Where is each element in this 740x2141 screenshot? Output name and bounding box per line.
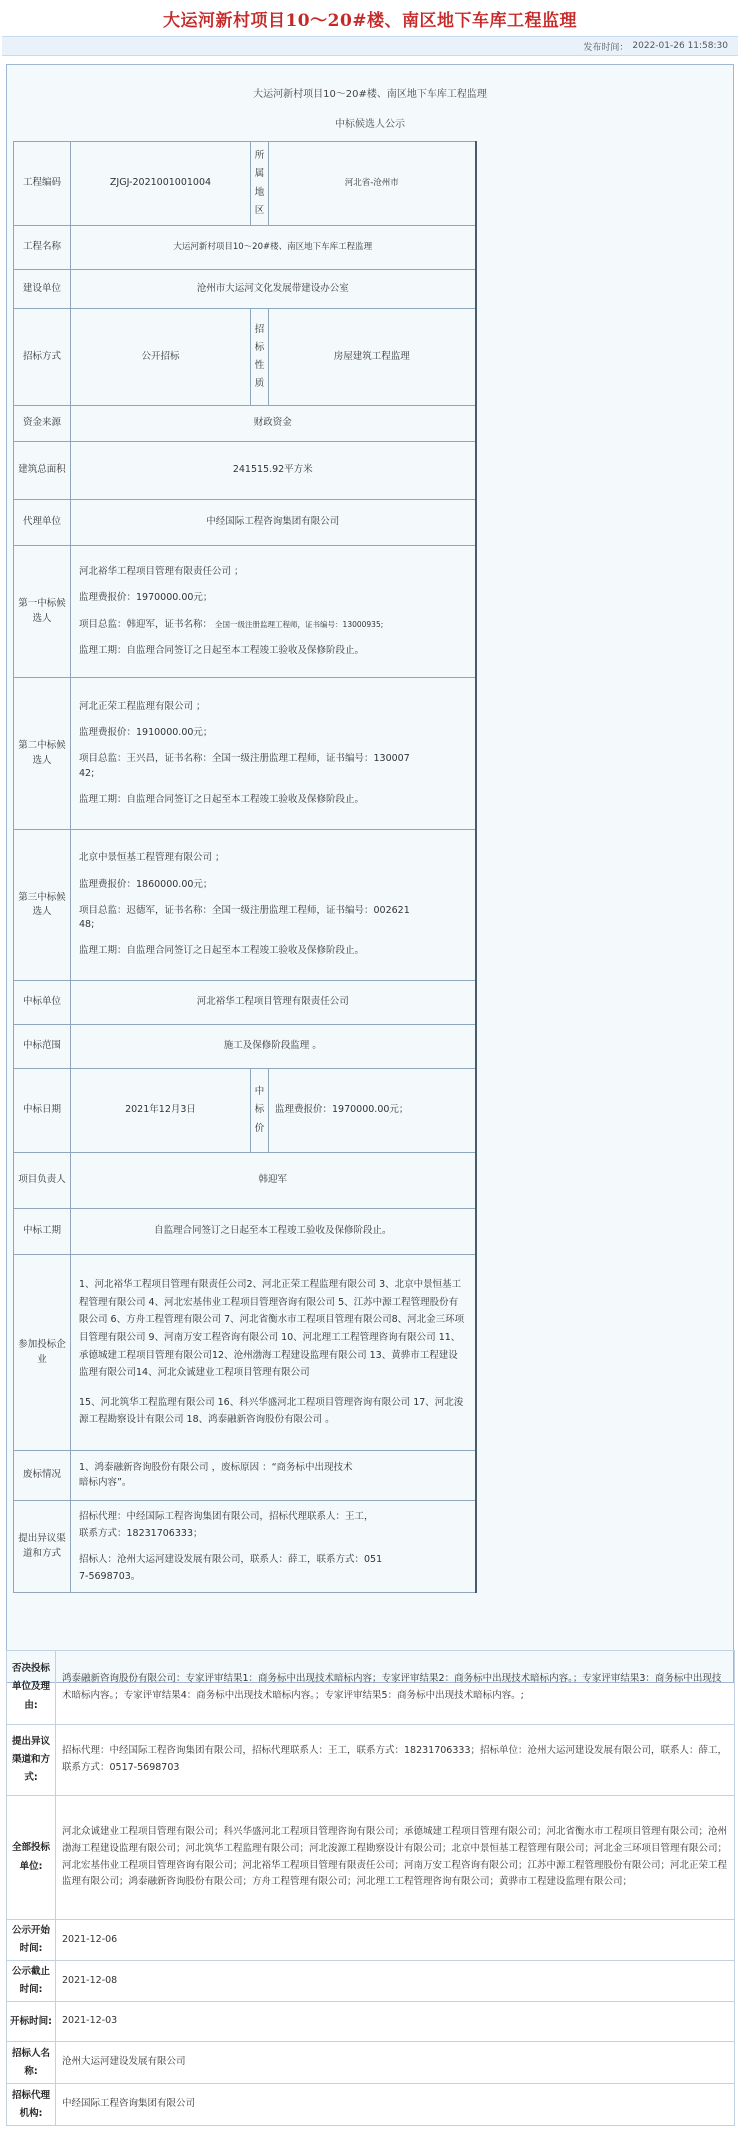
candidate-1-fee: 监理费报价：1970000.00元； [79, 592, 213, 604]
notice-subtitle: 中标候选人公示 [335, 119, 405, 130]
rejected-line-1: 1、鸿泰融新咨询股份有限公司 ，废标原因 ：“商务标中出现技术 [79, 1462, 353, 1474]
publish-time: 2022-01-26 11:58:30 [632, 41, 728, 51]
bid-nature: 房屋建筑工程监理 [269, 309, 476, 406]
manager: 韩迎军 [71, 1153, 476, 1209]
candidate-1-details [71, 546, 476, 678]
bid-method: 公开招标 [71, 309, 251, 406]
tenderer-label: 招标人名称: [7, 2042, 56, 2084]
award-period-label: 中标工期 [14, 1209, 71, 1255]
bid-nature-label: 招标性质 [251, 309, 269, 406]
candidate-2-label: 第二中标候选人 [14, 678, 71, 830]
candidate-1-cert: 全国一级注册监理工程师，证书编号：13000935; [215, 619, 384, 629]
participants-list [71, 1255, 476, 1451]
candidate-2-company: 河北正荣工程监理有限公司 ； [79, 700, 206, 712]
builder: 沧州市大运河文化发展带建设办公室 [71, 270, 476, 309]
notice-panel [6, 64, 734, 1683]
region-label: 所属地区 [251, 142, 269, 226]
objection-label: 提出异议渠道和方式 [14, 1501, 71, 1593]
opening-time-value: 2021-12-03 [56, 2002, 735, 2042]
candidate-1-director: 项目总监：韩迎军，证书名称： [79, 618, 213, 630]
region: 河北省-沧州市 [269, 142, 476, 226]
objection-summary-label: 提出异议渠道和方式: [7, 1725, 56, 1796]
objection-line-2: 联系方式：18231706333； [79, 1528, 203, 1540]
reject-reason-value: 鸿泰融新咨询股份有限公司：专家评审结果1：商务标中出现技术暗标内容；专家评审结果2：商务标中出现技术暗标内容。；专家评审结果3：商务标中出现技术暗标内容。；专家评审结果4：商务标中出现技术暗标内容。；专家评审结果5：商务标中出现技术暗标内容。; [56, 1651, 735, 1725]
candidate-3-label: 第三中标候选人 [14, 830, 71, 981]
objection-line-1: 招标代理：中经国际工程咨询集团有限公司，招标代理联系人：王工， [79, 1511, 374, 1523]
award-date: 2021年12月3日 [71, 1069, 251, 1153]
tenderer-value: 沧州大运河建设发展有限公司 [56, 2042, 735, 2084]
publicity-start-label: 公示开始时间: [7, 1920, 56, 1961]
notice-title: 大运河新村项目10～20#楼、南区地下车库工程监理 [253, 89, 487, 100]
rejected-label: 废标情况 [14, 1451, 71, 1501]
objection-summary-value: 招标代理：中经国际工程咨询集团有限公司，招标代理联系人：王工，联系方式：18231706333；招标单位：沧州大运河建设发展有限公司，联系人：薛工，联系方式：0517-5698703 [56, 1725, 735, 1796]
participants-text-1: 1、河北裕华工程项目管理有限责任公司2、河北正荣工程监理有限公司 3、北京中景恒基工程管理有限公司 4、河北宏基伟业工程项目管理咨询有限公司 5、江苏中源工程管理股份有限公司 6、方舟工程管理有限公司 7、河北省衡水市工程项目管理有限公司8、河北金三环项目管理有限公司 9、河南万安工程咨询有限公司 10、河北理工工程管理咨询有限公司 11、承德城建工程项目管理有限公司12、沧州渤海工程建设监理有限公司 13、黄骅市工程建设监理有限公司14、河北众诚建业工程项目管理有限公司 [79, 1279, 465, 1379]
candidate-1-company: 河北裕华工程项目管理有限责任公司 ； [79, 566, 244, 577]
candidate-3-cert-tail: 48; [79, 919, 95, 931]
fund: 财政资金 [71, 406, 476, 442]
bid-info-table [13, 141, 477, 1593]
all-bidders-value: 河北众诚建业工程项目管理有限公司；科兴华盛河北工程项目管理咨询有限公司；承德城建工程项目管理有限公司；河北省衡水市工程项目管理有限公司；沧州渤海工程建设监理有限公司；河北筑华工程监理有限公司；河北浚源工程勘察设计有限公司；北京中景恒基工程管理有限公司；河北金三环项目管理有限公司；河北宏基伟业工程项目管理咨询有限公司；河北裕华工程项目管理有限责任公司；河南万安工程咨询有限公司；江苏中源工程管理股份有限公司；河北正荣工程监理有限公司；鸿泰融新咨询股份有限公司；方舟工程管理有限公司；河北理工工程管理咨询有限公司；黄骅市工程建设监理有限公司； [56, 1796, 735, 1920]
winner-label: 中标单位 [14, 981, 71, 1025]
publish-label: 发布时间： [583, 42, 629, 53]
candidate-1-label: 第一中标候选人 [14, 546, 71, 678]
candidate-3-period: 监理工期：自监理合同签订之日起至本工程竣工验收及保修阶段止。 [79, 945, 365, 957]
fund-label: 资金来源 [14, 406, 71, 442]
candidate-2-cert-tail: 42; [79, 767, 95, 779]
candidate-3-details [71, 830, 476, 981]
agency-label: 招标代理机构: [7, 2084, 56, 2126]
award-price-label: 中标价 [251, 1069, 269, 1153]
area-label: 建筑总面积 [14, 442, 71, 500]
rejected-details [71, 1451, 476, 1501]
bid-method-label: 招标方式 [14, 309, 71, 406]
all-bidders-label: 全部投标单位: [7, 1796, 56, 1920]
participants-text-2: 15、河北筑华工程监理有限公司 16、科兴华盛河北工程项目管理咨询有限公司 17、河北浚源工程勘察设计有限公司 18、鸿泰融新咨询股份有限公司 。 [79, 1396, 464, 1426]
candidate-3-company: 北京中景恒基工程管理有限公司 ； [79, 852, 225, 864]
project-name-label: 工程名称 [14, 226, 71, 270]
rejected-line-2: 暗标内容”。 [79, 1476, 132, 1488]
agency-value: 中经国际工程咨询集团有限公司 [56, 2084, 735, 2126]
candidate-2-director: 项目总监：王兴昌，证书名称：全国一级注册监理工程师，证书编号：130007 [79, 753, 410, 765]
agent: 中经国际工程咨询集团有限公司 [71, 500, 476, 546]
reject-reason-label: 否决投标单位及理由: [7, 1651, 56, 1725]
objection-line-3: 招标人：沧州大运河建设发展有限公司，联系人：薛工，联系方式：051 [79, 1553, 383, 1565]
manager-label: 项目负责人 [14, 1153, 71, 1209]
scope: 施工及保修阶段监理 。 [71, 1025, 476, 1069]
winner: 河北裕华工程项目管理有限责任公司 [71, 981, 476, 1025]
participants-label: 参加投标企业 [14, 1255, 71, 1451]
candidate-3-fee: 监理费报价：1860000.00元； [79, 878, 213, 890]
award-date-label: 中标日期 [14, 1069, 71, 1153]
publicity-start-value: 2021-12-06 [56, 1920, 735, 1961]
candidate-2-period: 监理工期：自监理合同签订之日起至本工程竣工验收及保修阶段止。 [79, 793, 365, 805]
agent-label: 代理单位 [14, 500, 71, 546]
candidate-2-fee: 监理费报价：1910000.00元； [79, 727, 213, 739]
project-code: ZJGJ-2021001001004 [71, 142, 251, 226]
objection-details [71, 1501, 476, 1593]
publicity-end-value: 2021-12-08 [56, 1961, 735, 2002]
candidate-2-details [71, 678, 476, 830]
builder-label: 建设单位 [14, 270, 71, 309]
award-period: 自监理合同签订之日起至本工程竣工验收及保修阶段止。 [71, 1209, 476, 1255]
publish-bar [2, 36, 738, 56]
objection-line-4: 7-5698703。 [79, 1570, 141, 1582]
opening-time-label: 开标时间: [7, 2002, 56, 2042]
summary-table [6, 1650, 735, 2126]
project-code-label: 工程编码 [14, 142, 71, 226]
candidate-1-period: 监理工期：自监理合同签订之日起至本工程竣工验收及保修阶段止。 [79, 644, 365, 656]
candidate-3-director: 项目总监：迟德军，证书名称：全国一级注册监理工程师，证书编号：002621 [79, 904, 410, 916]
publicity-end-label: 公示截止时间: [7, 1961, 56, 2002]
area: 241515.92平方米 [71, 442, 476, 500]
project-name: 大运河新村项目10～20#楼、南区地下车库工程监理 [71, 226, 476, 270]
scope-label: 中标范围 [14, 1025, 71, 1069]
award-price: 监理费报价：1970000.00元； [269, 1069, 476, 1153]
page-title: 大运河新村项目10～20#楼、南区地下车库工程监理 [162, 10, 578, 31]
